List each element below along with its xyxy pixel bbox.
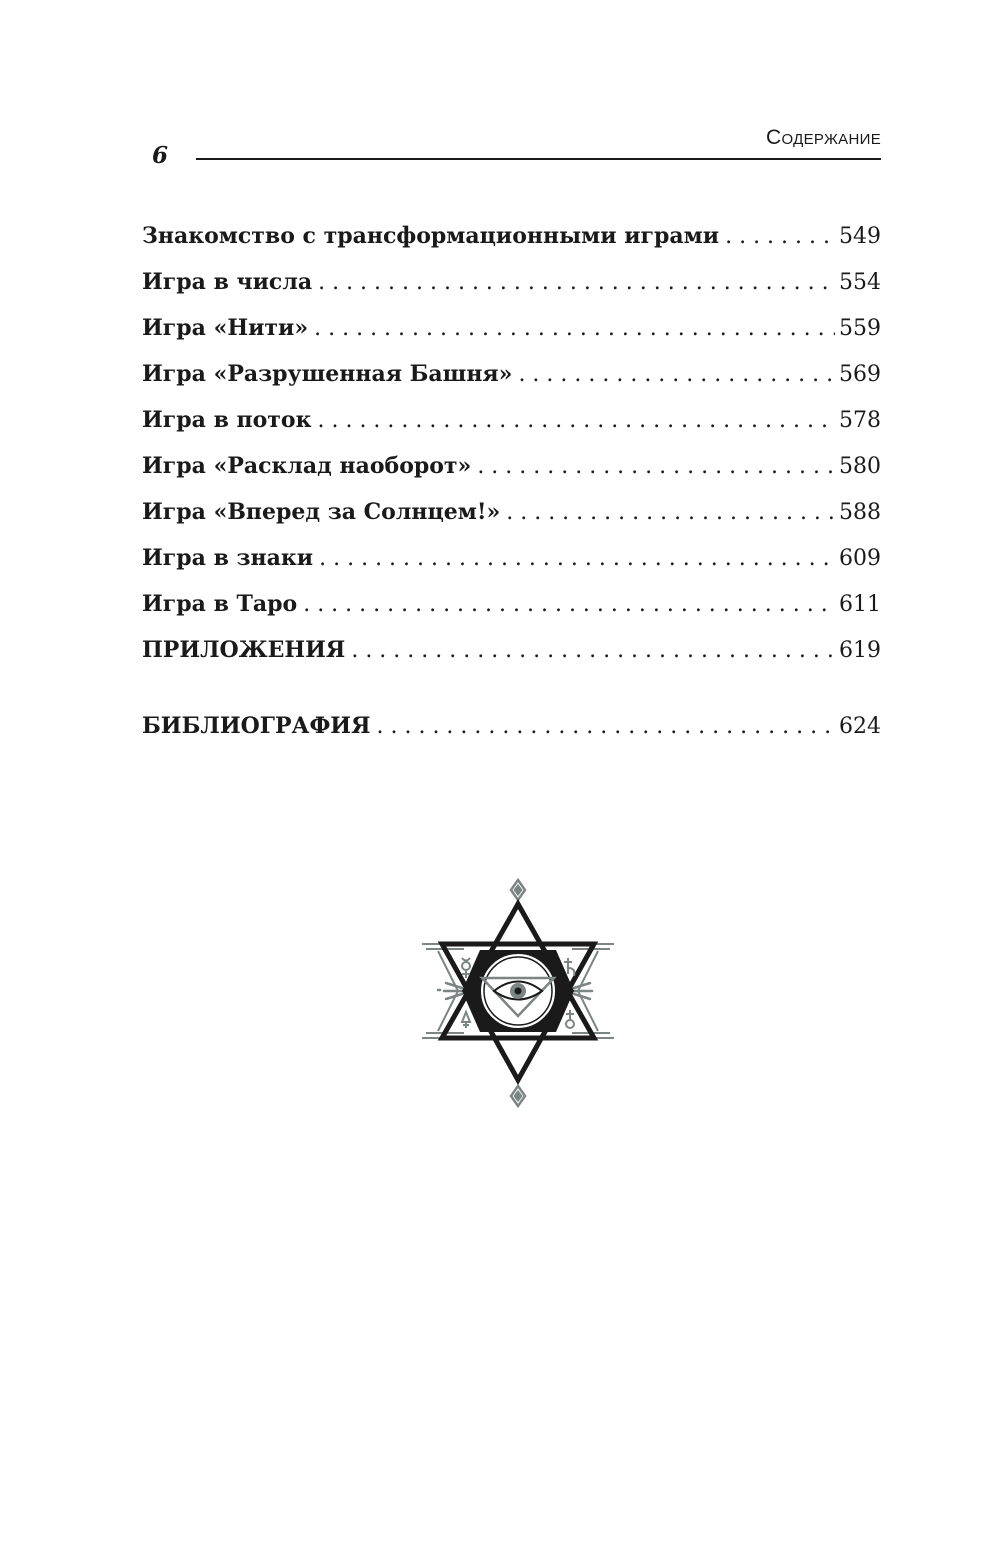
hexagram-eye-icon — [418, 878, 618, 1108]
dot-leader — [318, 263, 835, 303]
toc-entry-page: 624 — [839, 714, 881, 739]
dot-leader — [314, 309, 835, 349]
toc-entry[interactable] — [142, 446, 881, 492]
toc-entry-title: Знакомство с трансформационными играми — [142, 223, 720, 249]
toc-entry[interactable] — [142, 262, 881, 308]
toc-entry-title: Игра в знаки — [142, 545, 314, 571]
dot-leader — [506, 493, 835, 533]
dot-leader — [303, 585, 835, 625]
toc-entry-page: 554 — [839, 270, 881, 295]
toc-entry[interactable] — [142, 400, 881, 446]
toc-entry-page: 578 — [839, 408, 881, 433]
toc-entry-page: 588 — [839, 500, 881, 525]
toc-entry-page: 580 — [839, 454, 881, 479]
toc-entry-title: Игра «Нити» — [142, 315, 309, 341]
toc-entry-title: ПРИЛОЖЕНИЯ — [142, 637, 346, 663]
table-of-contents — [142, 216, 881, 752]
toc-entry-page: 609 — [839, 546, 881, 571]
page-number: 6 — [152, 142, 169, 169]
dot-leader — [725, 217, 835, 257]
toc-entry[interactable] — [142, 308, 881, 354]
running-head — [0, 0, 1000, 200]
header-rule — [196, 158, 881, 160]
toc-entry-title: Игра в поток — [142, 407, 312, 433]
toc-entry[interactable] — [142, 630, 881, 676]
running-title: Содержание — [766, 126, 881, 149]
toc-entry-page: 559 — [839, 316, 881, 341]
toc-entry-title: Игра в Таро — [142, 591, 298, 617]
toc-entry-page: 611 — [839, 592, 881, 617]
dot-leader — [377, 707, 836, 747]
toc-entry-title: Игра «Вперед за Солнцем!» — [142, 499, 501, 525]
toc-entry[interactable] — [142, 492, 881, 538]
toc-entry-title: Игра в числа — [142, 269, 313, 295]
toc-entry[interactable] — [142, 216, 881, 262]
toc-entry-title: Игра «Расклад наоборот» — [142, 453, 472, 479]
toc-entry[interactable] — [142, 538, 881, 584]
dot-leader — [477, 447, 835, 487]
toc-entry[interactable] — [142, 706, 881, 752]
toc-entry-title: Игра «Разрушенная Башня» — [142, 361, 513, 387]
toc-entry-page: 569 — [839, 362, 881, 387]
dot-leader — [518, 355, 835, 395]
dot-leader — [317, 401, 835, 441]
toc-entry-page: 619 — [839, 638, 881, 663]
dot-leader — [319, 539, 835, 579]
dot-leader — [351, 631, 835, 671]
toc-entry-title: БИБЛИОГРАФИЯ — [142, 713, 371, 739]
toc-entry-page: 549 — [839, 224, 881, 249]
toc-entry[interactable] — [142, 584, 881, 630]
toc-entry[interactable] — [142, 354, 881, 400]
